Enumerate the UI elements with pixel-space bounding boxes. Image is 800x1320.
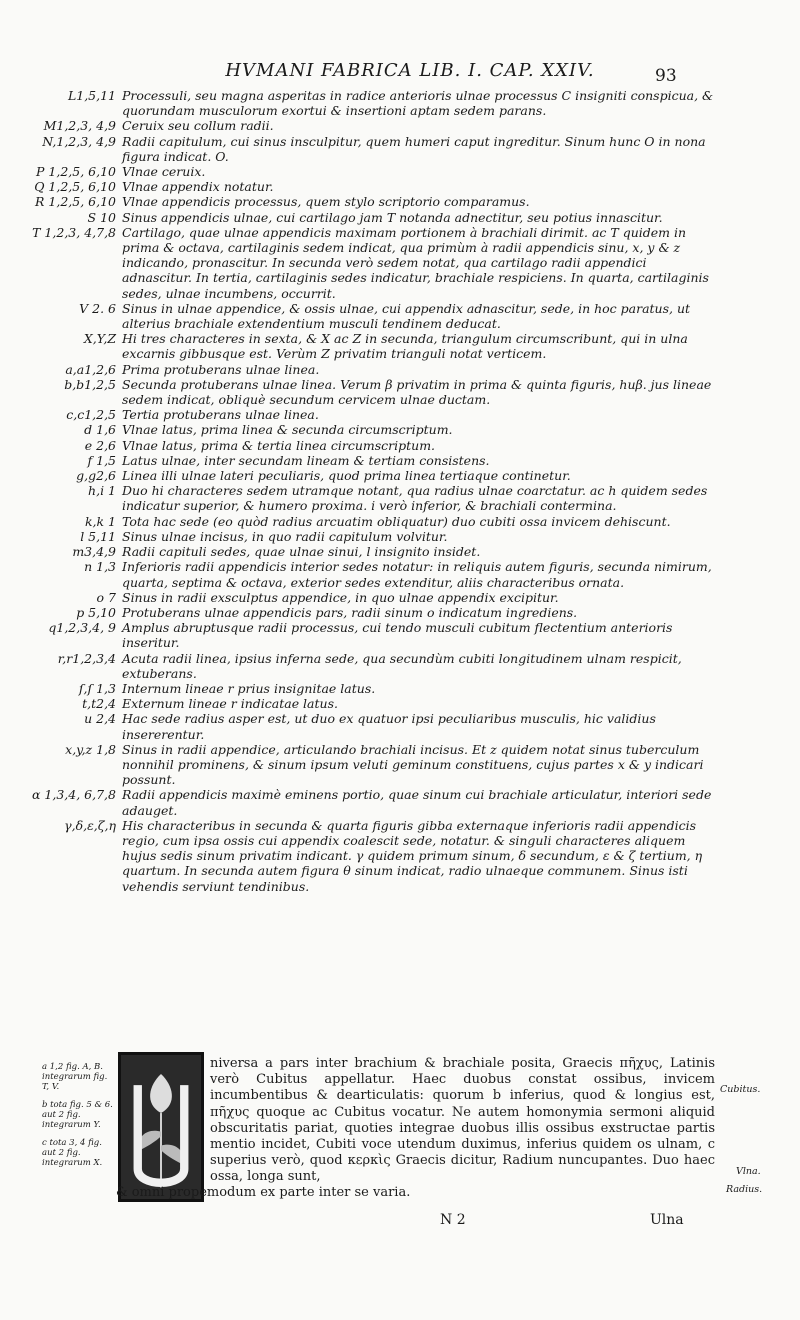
entry-text: Vlnae ceruix.: [122, 164, 206, 180]
entry-key: n 1,3: [84, 559, 116, 575]
entry-key: Q 1,2,5, 6,10: [34, 179, 116, 195]
legend-entry: [30, 301, 720, 331]
entry-key: f 1,5: [87, 452, 116, 468]
entry-text: Amplus abruptusque radii processus, cui tendo musculi cubitum flectentium anterioris inseritur.: [122, 620, 673, 651]
margin-note-radius: Radius.: [726, 1184, 763, 1195]
entry-text: Prima protuberans ulnae linea.: [122, 361, 320, 377]
entry-key: γ,δ,ε,ζ,η: [64, 817, 116, 833]
entry-key: c,c1,2,5: [66, 407, 116, 423]
entry-key: t,t2,4: [82, 696, 116, 712]
margin-note-ulna: Vlna.: [736, 1166, 761, 1177]
entry-key: M1,2,3, 4,9: [43, 118, 116, 134]
legend-entry: [30, 438, 720, 453]
legend-entry: [30, 331, 720, 361]
entry-text: Hac sede radius asper est, ut duo ex quatuor ipsi peculiaribus musculis, hic validius insererentur.: [122, 711, 656, 742]
entry-text: His characteribus in secunda & quarta figuris gibba externaque inferioris radii appendicis regio, cum ipsa ossis cui appendix coalescit sede, notatur. & singuli characteres aliquem hujus sedis sinum privatim indicant. γ quidem primum sinum, δ secundum, ε & ζ tertium, η quartum. In secunda autem figura θ sinum indicat, radio ulnaeque communem. Sinus isti vehendis serviunt tendinibus.: [122, 817, 703, 894]
entry-key: r,r1,2,3,4: [57, 650, 116, 666]
entry-key: X,Y,Z: [83, 331, 116, 347]
entry-key: h,i 1: [88, 483, 116, 499]
entry-text: Latus ulnae, inter secundam lineam & tertiam consistens.: [122, 452, 490, 468]
entry-text: Processuli, seu magna asperitas in radice anterioris ulnae processus C insigniti conspicua, & quorundam musculorum exortui & insertioni aptam sedem parans.: [122, 88, 714, 119]
entry-key: m3,4,9: [72, 544, 116, 560]
entry-text: Sinus in ulnae appendice, & ossis ulnae, cui appendix adnascitur, sede, in hoc paratus, ut alterius brachiale extendentium musculi tendinem deducat.: [122, 300, 691, 332]
entry-key: P 1,2,5, 6,10: [36, 164, 116, 180]
entry-key: N,1,2,3, 4,9: [42, 133, 116, 149]
entry-key: T 1,2,3, 4,7,8: [32, 224, 116, 240]
entry-text: Ceruix seu collum radii.: [122, 118, 274, 134]
entry-text: Sinus ulnae incisus, in quo radii capitulum volvitur.: [122, 528, 448, 544]
entry-key: x,y,z 1,8: [65, 741, 116, 757]
entry-key: b,b1,2,5: [64, 376, 116, 392]
entry-text: Inferioris radii appendicis interior sedes notatur: in reliquis autem figuris, secunda nimirum, quarta, septima & octava, exterior sedes extenditur, aliis characteribus ornata.: [122, 559, 712, 590]
entry-key: k,k 1: [84, 513, 116, 529]
entry-text: Vlnae latus, prima & tertia linea circumscriptum.: [122, 437, 436, 453]
entry-text: Radii appendicis maximè eminens portio, quae sinum cui brachiale articulatur, interiori sede adauget.: [122, 787, 712, 818]
entry-key: u 2,4: [84, 711, 116, 727]
entry-text: Externum lineae r indicatae latus.: [122, 696, 338, 712]
legend-entry: [30, 88, 720, 118]
legend-entry: [30, 681, 720, 696]
entry-key: e 2,6: [84, 437, 116, 453]
legend-entry: [30, 225, 720, 301]
entry-text: Secunda protuberans ulnae linea. Verum β privatim in prima & quinta figuris, huβ. jus lineae sedem indicat, obliquè secundum cervicem ulnae ductam.: [122, 376, 712, 408]
legend-entry: [30, 362, 720, 377]
legend-entry: [30, 118, 720, 133]
entry-text: Duo hi characteres sedem utramque notant, qua radius ulnae coarctatur. ac h quidem sedes indicatur superior, & humero proxima. i verò inferior, & brachiali contermina.: [122, 483, 708, 514]
legend-entry: [30, 818, 720, 894]
entry-key: a,a1,2,6: [65, 361, 116, 377]
page-number: 93: [655, 66, 677, 86]
legend-entry: [30, 605, 720, 620]
legend-entry: [30, 559, 720, 589]
ornamental-initial-icon: [121, 1055, 201, 1199]
running-title: HVMANI FABRICA LIB. I. CAP. XXIV.: [225, 60, 595, 81]
entry-text: Protuberans ulnae appendicis pars, radii sinum o indicatum ingrediens.: [122, 604, 578, 620]
legend-entry: [30, 696, 720, 711]
legend-entry: [30, 194, 720, 209]
entry-text: Radii capituli sedes, quae ulnae sinui, l insignito insidet.: [122, 544, 481, 560]
legend-entry: [30, 179, 720, 194]
entry-key: S 10: [87, 209, 116, 225]
entry-text: Vlnae latus, prima linea & secunda circumscriptum.: [122, 422, 453, 438]
entry-key: o 7: [96, 589, 116, 605]
entry-key: l 5,11: [80, 528, 116, 544]
legend-entries: [30, 88, 720, 894]
body-paragraph: niversa a pars inter brachium & brachiale posita, Graecis πῆχυς, Latinis verò Cubitus appellatur. Haec duobus constat ossibus, invicem incumbentibus & dearticulatis: quorum b inferius, quod & longius est, πῆχυς quoque ac Cubitus vocatur. Ne autem homonymia sermoni aliquid obscuritatis pariat, quoties integrae duobus illis ossibus exstructae partis mentio incidet, Cubiti voce utendum duximus, inferius quidem os ulnam, c superius verò, quod κερκὶς Graecis dicitur, Radium nuncupantes. Duo haec ossa, longa sunt,: [210, 1056, 715, 1185]
signature-mark: N 2: [440, 1212, 466, 1228]
legend-entry: [30, 651, 720, 681]
legend-entry: [30, 422, 720, 437]
entry-key: L1,5,11: [67, 88, 116, 103]
entry-text: Tertia protuberans ulnae linea.: [122, 407, 319, 423]
decorated-initial-u: [118, 1052, 204, 1202]
legend-entry: [30, 590, 720, 605]
entry-key: α 1,3,4, 6,7,8: [32, 787, 116, 803]
entry-key: q1,2,3,4, 9: [48, 620, 116, 636]
legend-entry: [30, 742, 720, 788]
legend-entry: [30, 164, 720, 179]
entry-text: Tota hac sede (eo quòd radius arcuatim obliquatur) duo cubiti ossa invicem dehiscunt.: [122, 513, 671, 529]
legend-entry: [30, 134, 720, 164]
left-note: c tota 3, 4 fig. aut 2 fig. integrarum X.: [42, 1138, 103, 1168]
legend-entry: [30, 620, 720, 650]
margin-note-cubitus: Cubitus.: [720, 1084, 761, 1095]
entry-text: Vlnae appendicis processus, quem stylo scriptorio comparamus.: [122, 194, 530, 210]
entry-key: V 2. 6: [79, 300, 116, 316]
legend-entry: [30, 407, 720, 422]
entry-text: Acuta radii linea, ipsius inferna sede, qua secundùm cubiti longitudinem ulnam respicit, extuberans.: [122, 650, 682, 681]
legend-entry: [30, 453, 720, 468]
legend-entry: [30, 210, 720, 225]
entry-text: Sinus appendicis ulnae, cui cartilago jam T notanda adnectitur, seu potius innascitur.: [122, 209, 663, 225]
entry-text: Sinus in radii appendice, articulando brachiali incisus. Et z quidem notat sinus tuberculum nonnihil prominens, & sinum ipsum veluti geminum constituens, cujus partes x & y indicari possunt.: [122, 741, 704, 788]
entry-text: Internum lineae r prius insignitae latus.: [122, 680, 376, 696]
legend-entry: [30, 377, 720, 407]
left-note: a 1,2 fig. A, B. integrarum fig. T, V.: [42, 1062, 108, 1092]
entry-text: Hi tres characteres in sexta, & X ac Z in secunda, triangulum circumscribunt, qui in ulna excarnis gibbusque est. Verùm Z privatim trianguli notat verticem.: [122, 331, 688, 362]
entry-text: Radii capitulum, cui sinus insculpitur, quem humeri caput ingreditur. Sinum hunc O in nona figura indicat. O.: [122, 133, 706, 164]
legend-entry: [30, 483, 720, 513]
entry-key: d 1,6: [84, 422, 116, 438]
legend-entry: [30, 711, 720, 741]
entry-key: g,g2,6: [76, 468, 116, 484]
legend-entry: [30, 468, 720, 483]
legend-entry: [30, 529, 720, 544]
entry-key: ſ,ſ 1,3: [78, 680, 116, 696]
entry-text: Linea illi ulnae lateri peculiaris, quod prima linea tertiaque continetur.: [122, 468, 571, 484]
body-paragraph-end: & omni propemodum ex parte inter se varia.: [116, 1185, 411, 1200]
entry-text: Vlnae appendix notatur.: [122, 179, 274, 195]
legend-entry: [30, 544, 720, 559]
legend-entry: [30, 787, 720, 817]
entry-key: p 5,10: [76, 604, 116, 620]
entry-text: Sinus in radii exsculptus appendice, in quo ulnae appendix excipitur.: [122, 589, 559, 605]
legend-entry: [30, 514, 720, 529]
catchword: Ulna: [650, 1212, 684, 1228]
left-note: b tota fig. 5 & 6. aut 2 fig. integrarum Y.: [42, 1100, 113, 1130]
entry-key: R 1,2,5, 6,10: [35, 194, 116, 210]
entry-text: Cartilago, quae ulnae appendicis maximam portionem à brachiali dirimit. ac T quidem in prima & octava, cartilaginis sedem indicat, qua primùm à radii appendicis sinu, x, y & z indicando, pronascitur. In secunda verò sedem notat, qua cartilago radii appendici adnascitur. In tertia, cartilaginis sedes indicatur, brachiale respiciens. In quarta, cartilaginis sedes, ulnae incumbens, occurrit.: [122, 224, 709, 301]
left-marginal-notes: [42, 1062, 114, 1176]
